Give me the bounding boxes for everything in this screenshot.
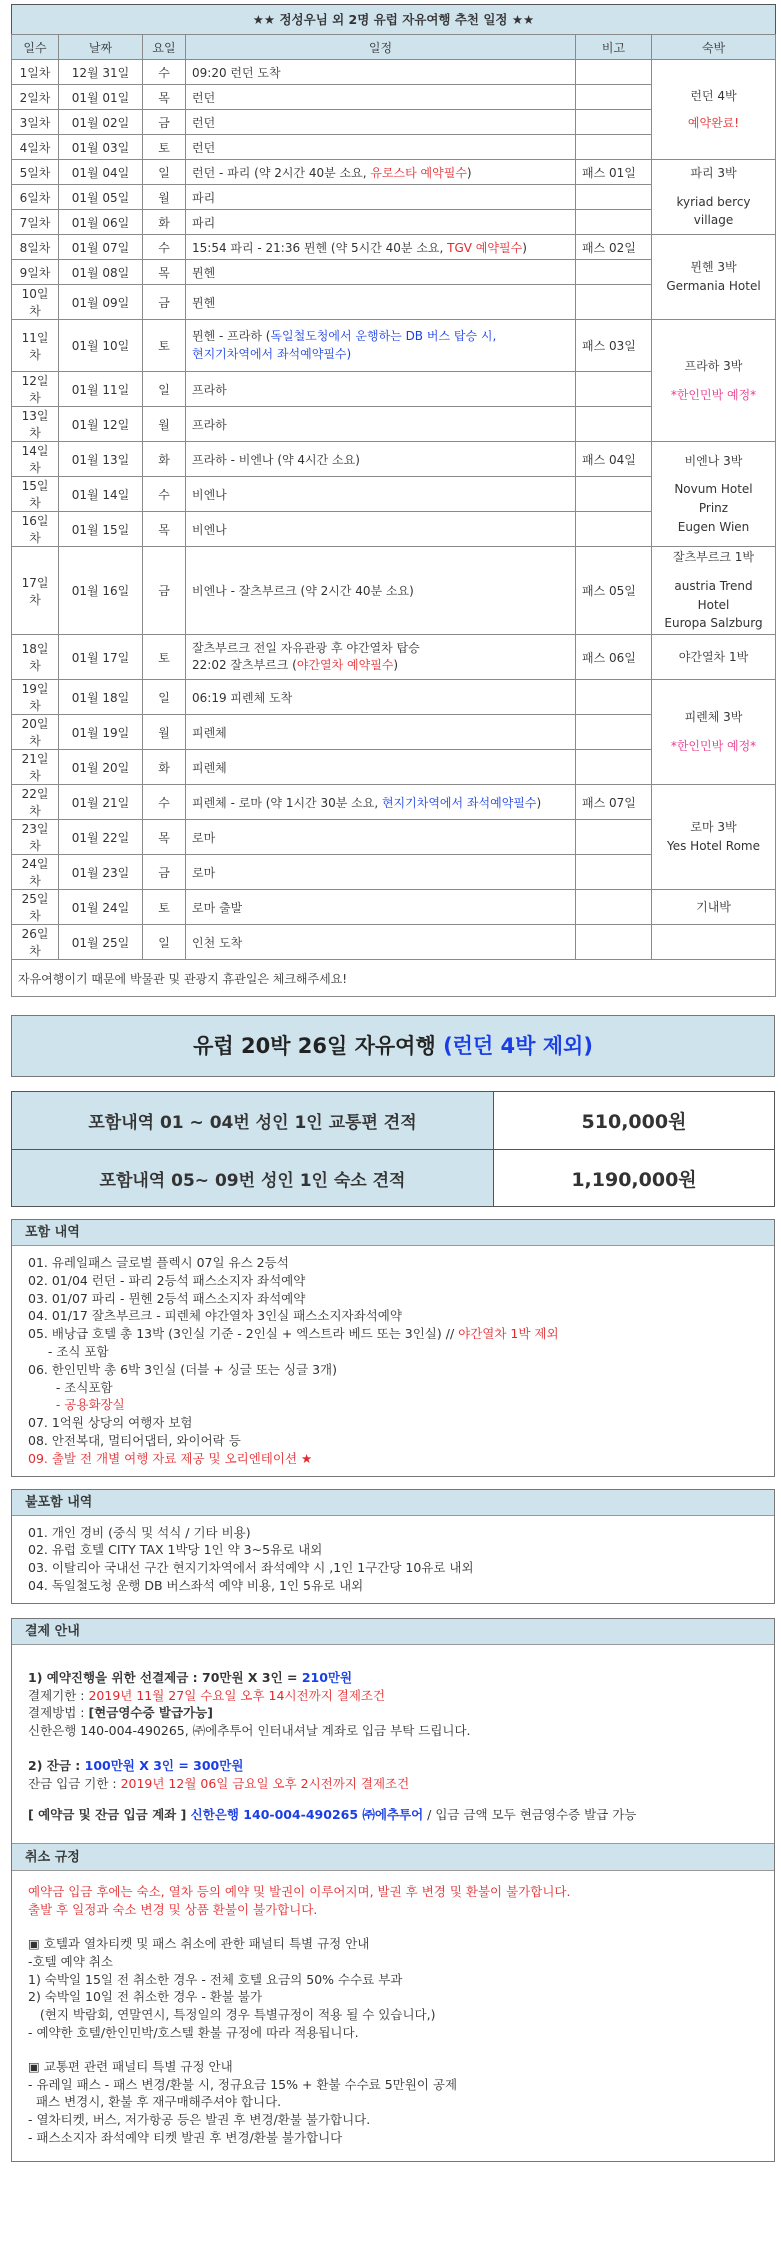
table-row [12,680,776,715]
date-cell: 01월 06일 [59,210,143,235]
hotel-name: Novum Hotel Prinz [674,482,753,515]
table-row [12,320,776,372]
plan-cell: 피렌체 [186,750,576,785]
stay-label: 피렌체 3박 [684,710,743,725]
note-cell [576,85,652,110]
day-cell: 12일차 [12,372,59,407]
day-cell: 14일차 [12,442,59,477]
note-cell [576,680,652,715]
note-cell [576,925,652,960]
stay-cell-london [652,60,776,160]
stay-cell-florence [652,680,776,785]
hotel-name: Eugen Wien [677,519,750,534]
weekday-cell: 금 [143,547,186,635]
list-item: 09. 출발 전 개별 여행 자료 제공 및 오리엔테이션 ★ [28,1450,313,1466]
price-row [12,1149,774,1206]
day-cell: 3일차 [12,110,59,135]
stay-status: *한인민박 예정* [670,739,757,753]
weekday-cell: 수 [143,60,186,85]
plan-cell: 로마 [186,820,576,855]
stay-label: 야간열차 1박 [678,649,749,664]
weekday-cell: 화 [143,750,186,785]
list-item: 01. 개인 경비 (중식 및 석식 / 기타 비용) [28,1524,251,1540]
date-cell: 01월 10일 [59,320,143,372]
date-cell: 01월 01일 [59,85,143,110]
date-cell: 01월 23일 [59,855,143,890]
table-row [12,235,776,260]
list-item: 05. 배낭급 호텔 총 13박 (3인실 기준 - 2인실 + 엑스트라 베드 또는 3인실) // 야간열차 1박 제외 [28,1326,559,1342]
date-cell: 01월 24일 [59,890,143,925]
excluded-list [12,1516,774,1603]
reservation-required: 야간열차 예약필수 [296,658,394,672]
weekday-cell: 금 [143,285,186,320]
date-cell: 01월 11일 [59,372,143,407]
plan-cell: 06:19 피렌체 도착 [186,680,576,715]
note-cell [576,210,652,235]
date-cell: 01월 20일 [59,750,143,785]
note-cell: 패스 05일 [576,547,652,635]
weekday-cell: 토 [143,635,186,680]
included-list [12,1246,774,1476]
payment-body: 1) 예약진행을 위한 선결제금 : 70만원 X 3인 = 210만원 결제기한 : 2019년 11월 27일 수요일 오후 14시전까지 결제조건 결제방법 : [현금영수증 발급가능] 신한은행 140-004-490265, ㈜에추투어 인터내셔날 계좌로 입금 부탁 드립니다. 2) 잔금 : 100만원 X 3인 = 300만원 잔금 입금 기한 : 2019년 12월 06일 금요일 오후 2시전까지 결제조건 [ 예약금 및 잔금 입금 계좌 ] 신한은행 140-004-490265 ㈜에추투어 / 입금 금액 모두 현금영수증 발급 가능 [12,1645,774,1844]
weekday-cell: 목 [143,260,186,285]
plan-cell: 런던 [186,85,576,110]
plan-cell: 비엔나 - 잘츠부르크 (약 2시간 40분 소요) [186,547,576,635]
note-cell: 패스 06일 [576,635,652,680]
note-cell [576,407,652,442]
date-cell: 01월 21일 [59,785,143,820]
weekday-cell: 일 [143,160,186,185]
table-row [12,785,776,820]
package-title-banner [11,1015,775,1077]
day-cell: 17일차 [12,547,59,635]
col-header: 날짜 [59,35,143,60]
stay-label: 뮌헨 3박 [690,260,737,275]
plan-cell: 로마 [186,855,576,890]
hotel-name: Germania Hotel [666,279,761,293]
weekday-cell: 일 [143,680,186,715]
plan-cell: 파리 [186,210,576,235]
day-cell: 16일차 [12,512,59,547]
stay-label: 잘츠부르크 1박 [672,550,754,565]
excluded-section [11,1489,775,1604]
day-cell: 22일차 [12,785,59,820]
table-footer-row [12,960,776,997]
plan-cell: 런던 [186,135,576,160]
plan-cell: 뮌헨 [186,285,576,320]
plan-cell: 뮌헨 [186,260,576,285]
stay-label: 파리 3박 [690,166,737,181]
excluded-title: 불포함 내역 [12,1490,774,1516]
hotel-name: austria Trend Hotel [674,578,753,612]
day-cell: 7일차 [12,210,59,235]
date-cell: 01월 04일 [59,160,143,185]
payment-title: 결제 안내 [12,1619,774,1645]
price-label: 포함내역 05~ 09번 성인 1인 숙소 견적 [12,1150,494,1206]
plan-cell: 비엔나 [186,512,576,547]
package-title-note: (런던 4박 제외) [443,1034,593,1058]
price-value: 510,000원 [581,1111,687,1133]
note-cell: 패스 04일 [576,442,652,477]
col-header: 비고 [576,35,652,60]
note-cell [576,285,652,320]
day-cell: 25일차 [12,890,59,925]
col-header: 요일 [143,35,186,60]
weekday-cell: 수 [143,235,186,260]
note-cell [576,715,652,750]
date-cell: 01월 13일 [59,442,143,477]
table-row [12,925,776,960]
date-cell: 01월 03일 [59,135,143,160]
list-item: 07. 1억원 상당의 여행자 보험 [28,1415,193,1431]
stay-cell-paris [652,160,776,235]
note-cell [576,750,652,785]
day-cell: 18일차 [12,635,59,680]
plan-cell: 런던 [186,110,576,135]
stay-cell-night-train [652,635,776,680]
weekday-cell: 월 [143,185,186,210]
col-header: 숙박 [652,35,776,60]
plan-cell: 비엔나 [186,477,576,512]
note-cell: 패스 02일 [576,235,652,260]
note-cell [576,512,652,547]
list-item: 04. 독일철도청 운행 DB 버스좌석 예약 비용, 1인 5유로 내외 [28,1577,364,1593]
weekday-cell: 수 [143,785,186,820]
note-cell [576,820,652,855]
note-cell [576,135,652,160]
package-title: 유럽 20박 26일 자유여행 [193,1034,444,1058]
plan-cell: 프라하 [186,407,576,442]
day-cell: 8일차 [12,235,59,260]
day-cell: 2일차 [12,85,59,110]
list-item: - 조식 포함 [28,1343,109,1359]
plan-cell: 인천 도착 [186,925,576,960]
date-cell: 01월 22일 [59,820,143,855]
schedule-table [11,4,776,997]
plan-cell: 잘츠부르크 전일 자유관광 후 야간열차 탑승 22:02 잘츠부르크 (야간열차 예약필수) [186,635,576,680]
stay-cell-munich [652,235,776,320]
plan-cell: 피렌체 - 로마 (약 1시간 30분 소요, 현지기차역에서 좌석예약필수) [186,785,576,820]
note-cell [576,890,652,925]
day-cell: 15일차 [12,477,59,512]
plan-cell: 런던 - 파리 (약 2시간 40분 소요, 유로스타 예약필수) [186,160,576,185]
weekday-cell: 금 [143,855,186,890]
weekday-cell: 목 [143,85,186,110]
included-title: 포함 내역 [12,1220,774,1246]
date-cell: 01월 08일 [59,260,143,285]
plan-cell: 09:20 런던 도착 [186,60,576,85]
included-section [11,1219,775,1477]
schedule-footer-note: 자유여행이기 때문에 박물관 및 관광지 휴관일은 체크해주세요! [12,960,776,997]
price-label: 포함내역 01 ~ 04번 성인 1인 교통편 견적 [12,1092,494,1149]
table-row [12,60,776,85]
stay-cell-plane [652,890,776,925]
note-cell [576,372,652,407]
note-cell: 패스 01일 [576,160,652,185]
stay-cell-vienna [652,442,776,547]
day-cell: 6일차 [12,185,59,210]
day-cell: 11일차 [12,320,59,372]
reservation-required: 유로스타 예약필수 [370,165,467,180]
day-cell: 26일차 [12,925,59,960]
weekday-cell: 월 [143,715,186,750]
stay-status: 예약완료! [687,115,740,130]
col-header: 일수 [12,35,59,60]
list-item: 02. 유럽 호텔 CITY TAX 1박당 1인 약 3~5유로 내외 [28,1542,323,1558]
list-item: 02. 01/04 런던 - 파리 2등석 패스소지자 좌석예약 [28,1272,306,1288]
cancel-title: 취소 규정 [12,1843,774,1871]
weekday-cell: 목 [143,512,186,547]
weekday-cell: 토 [143,890,186,925]
list-item: 08. 안전복대, 멀티어댑터, 와이어락 등 [28,1432,241,1448]
stay-cell-prague [652,320,776,442]
list-item: - 조식포함 [28,1379,113,1395]
date-cell: 01월 12일 [59,407,143,442]
table-row [12,442,776,477]
day-cell: 20일차 [12,715,59,750]
table-row [12,160,776,185]
day-cell: 10일차 [12,285,59,320]
list-item: 04. 01/17 잘츠부르크 - 피렌체 야간열차 3인실 패스소지자좌석예약 [28,1308,402,1324]
weekday-cell: 수 [143,477,186,512]
table-row [12,547,776,635]
date-cell: 01월 07일 [59,235,143,260]
list-item: 01. 유레일패스 글로벌 플렉시 07일 유스 2등석 [28,1255,289,1270]
plan-cell: 로마 출발 [186,890,576,925]
stay-label: 프라하 3박 [684,358,743,373]
date-cell: 01월 16일 [59,547,143,635]
stay-label: 런던 4박 [690,88,737,103]
weekday-cell: 목 [143,820,186,855]
col-header: 일정 [186,35,576,60]
stay-label: 로마 3박 [690,820,737,835]
stay-label: 비엔나 3박 [684,453,743,468]
price-row [12,1092,774,1149]
date-cell: 01월 25일 [59,925,143,960]
stay-status: *한인민박 예정* [670,387,757,402]
date-cell: 12월 31일 [59,60,143,85]
day-cell: 4일차 [12,135,59,160]
weekday-cell: 일 [143,925,186,960]
hotel-name: Europa Salzburg [664,616,763,631]
date-cell: 01월 05일 [59,185,143,210]
hotel-name: kyriad bercy village [676,194,751,228]
day-cell: 9일차 [12,260,59,285]
weekday-cell: 금 [143,110,186,135]
schedule-header-row [12,35,776,60]
note-cell [576,60,652,85]
day-cell: 21일차 [12,750,59,785]
weekday-cell: 토 [143,320,186,372]
weekday-cell: 화 [143,442,186,477]
hotel-name: Yes Hotel Rome [667,839,760,853]
date-cell: 01월 02일 [59,110,143,135]
note-cell: 패스 03일 [576,320,652,372]
plan-cell: 피렌체 [186,715,576,750]
list-item: - 공용화장실 [28,1397,125,1413]
list-item: 03. 이탈리아 국내선 구간 현지기차역에서 좌석예약 시 ,1인 1구간당 10유로 내외 [28,1560,474,1576]
date-cell: 01월 15일 [59,512,143,547]
date-cell: 01월 19일 [59,715,143,750]
note-cell [576,477,652,512]
weekday-cell: 일 [143,372,186,407]
stay-cell-rome [652,785,776,890]
weekday-cell: 화 [143,210,186,235]
note-cell [576,185,652,210]
plan-cell: 파리 [186,185,576,210]
list-item: 06. 한인민박 총 6박 3인실 (더블 + 싱글 또는 싱글 3개) [28,1361,337,1377]
date-cell: 01월 09일 [59,285,143,320]
day-cell: 24일차 [12,855,59,890]
price-table [11,1091,775,1207]
weekday-cell: 월 [143,407,186,442]
note-cell: 패스 07일 [576,785,652,820]
day-cell: 13일차 [12,407,59,442]
day-cell: 23일차 [12,820,59,855]
note-cell [576,110,652,135]
price-value: 1,190,000원 [571,1168,697,1191]
plan-cell: 15:54 파리 - 21:36 뮌헨 (약 5시간 40분 소요, TGV 예약필수) [186,235,576,260]
cancel-body: 예약금 입금 후에는 숙소, 열차 등의 예약 및 발권이 이루어지며, 발권 후 변경 및 환불이 불가합니다. 출발 후 일정과 숙소 변경 및 상품 환불이 불가합니다. ▣ 호텔과 열차티켓 및 패스 취소에 관한 패널티 특별 규정 안내 -호텔 예약 취소 1) 숙박일 15일 전 취소한 경우 - 전체 호텔 요금의 50% 수수료 부과 2) 숙박일 10일 전 취소한 경우 - 환불 불가 (현지 박람회, 연말연시, 특정일의 경우 특별규정이 적용 될 수 있습니다,) - 예약한 호텔/한인민박/호스텔 환불 규정에 따라 적용됩니다. ▣ 교통편 관련 패널티 특별 규정 안내 - 유레일 패스 - 패스 변경/환불 시, 정규요금 15% + 환불 수수료 5만원이 공제 패스 변경시, 환불 후 재구매해주셔야 합니다. - 열차티켓, 버스, 저가항공 등은 발권 후 변경/환불 불가합니다. - 패스소지자 좌석예약 티켓 발권 후 변경/환불 불가합니다 [28,1884,571,2145]
stay-label: 기내박 [696,899,731,914]
note-cell [576,260,652,285]
reservation-required: TGV 예약필수 [447,240,523,255]
table-row [12,890,776,925]
date-cell: 01월 17일 [59,635,143,680]
stay-cell-salzburg [652,547,776,635]
plan-cell: 프라하 [186,372,576,407]
plan-cell: 뮌헨 - 프라하 (독일철도청에서 운행하는 DB 버스 탑승 시, 현지기차역에서 좌석예약필수) [186,320,576,372]
payment-and-cancel-section [11,1618,775,2162]
table-row [12,635,776,680]
list-item: 03. 01/07 파리 - 뮌헨 2등석 패스소지자 좌석예약 [28,1290,306,1306]
day-cell: 19일차 [12,680,59,715]
date-cell: 01월 14일 [59,477,143,512]
bank-account: [ 예약금 및 잔금 입금 계좌 ] 신한은행 140-004-490265 ㈜에추투어 / 입금 금액 모두 현금영수증 발급 가능 [28,1806,637,1822]
day-cell: 5일차 [12,160,59,185]
plan-cell: 프라하 - 비엔나 (약 4시간 소요) [186,442,576,477]
weekday-cell: 토 [143,135,186,160]
note-cell [576,855,652,890]
schedule-title: ★★ 정성우님 외 2명 유럽 자유여행 추천 일정 ★★ [11,4,776,34]
date-cell: 01월 18일 [59,680,143,715]
day-cell: 1일차 [12,60,59,85]
